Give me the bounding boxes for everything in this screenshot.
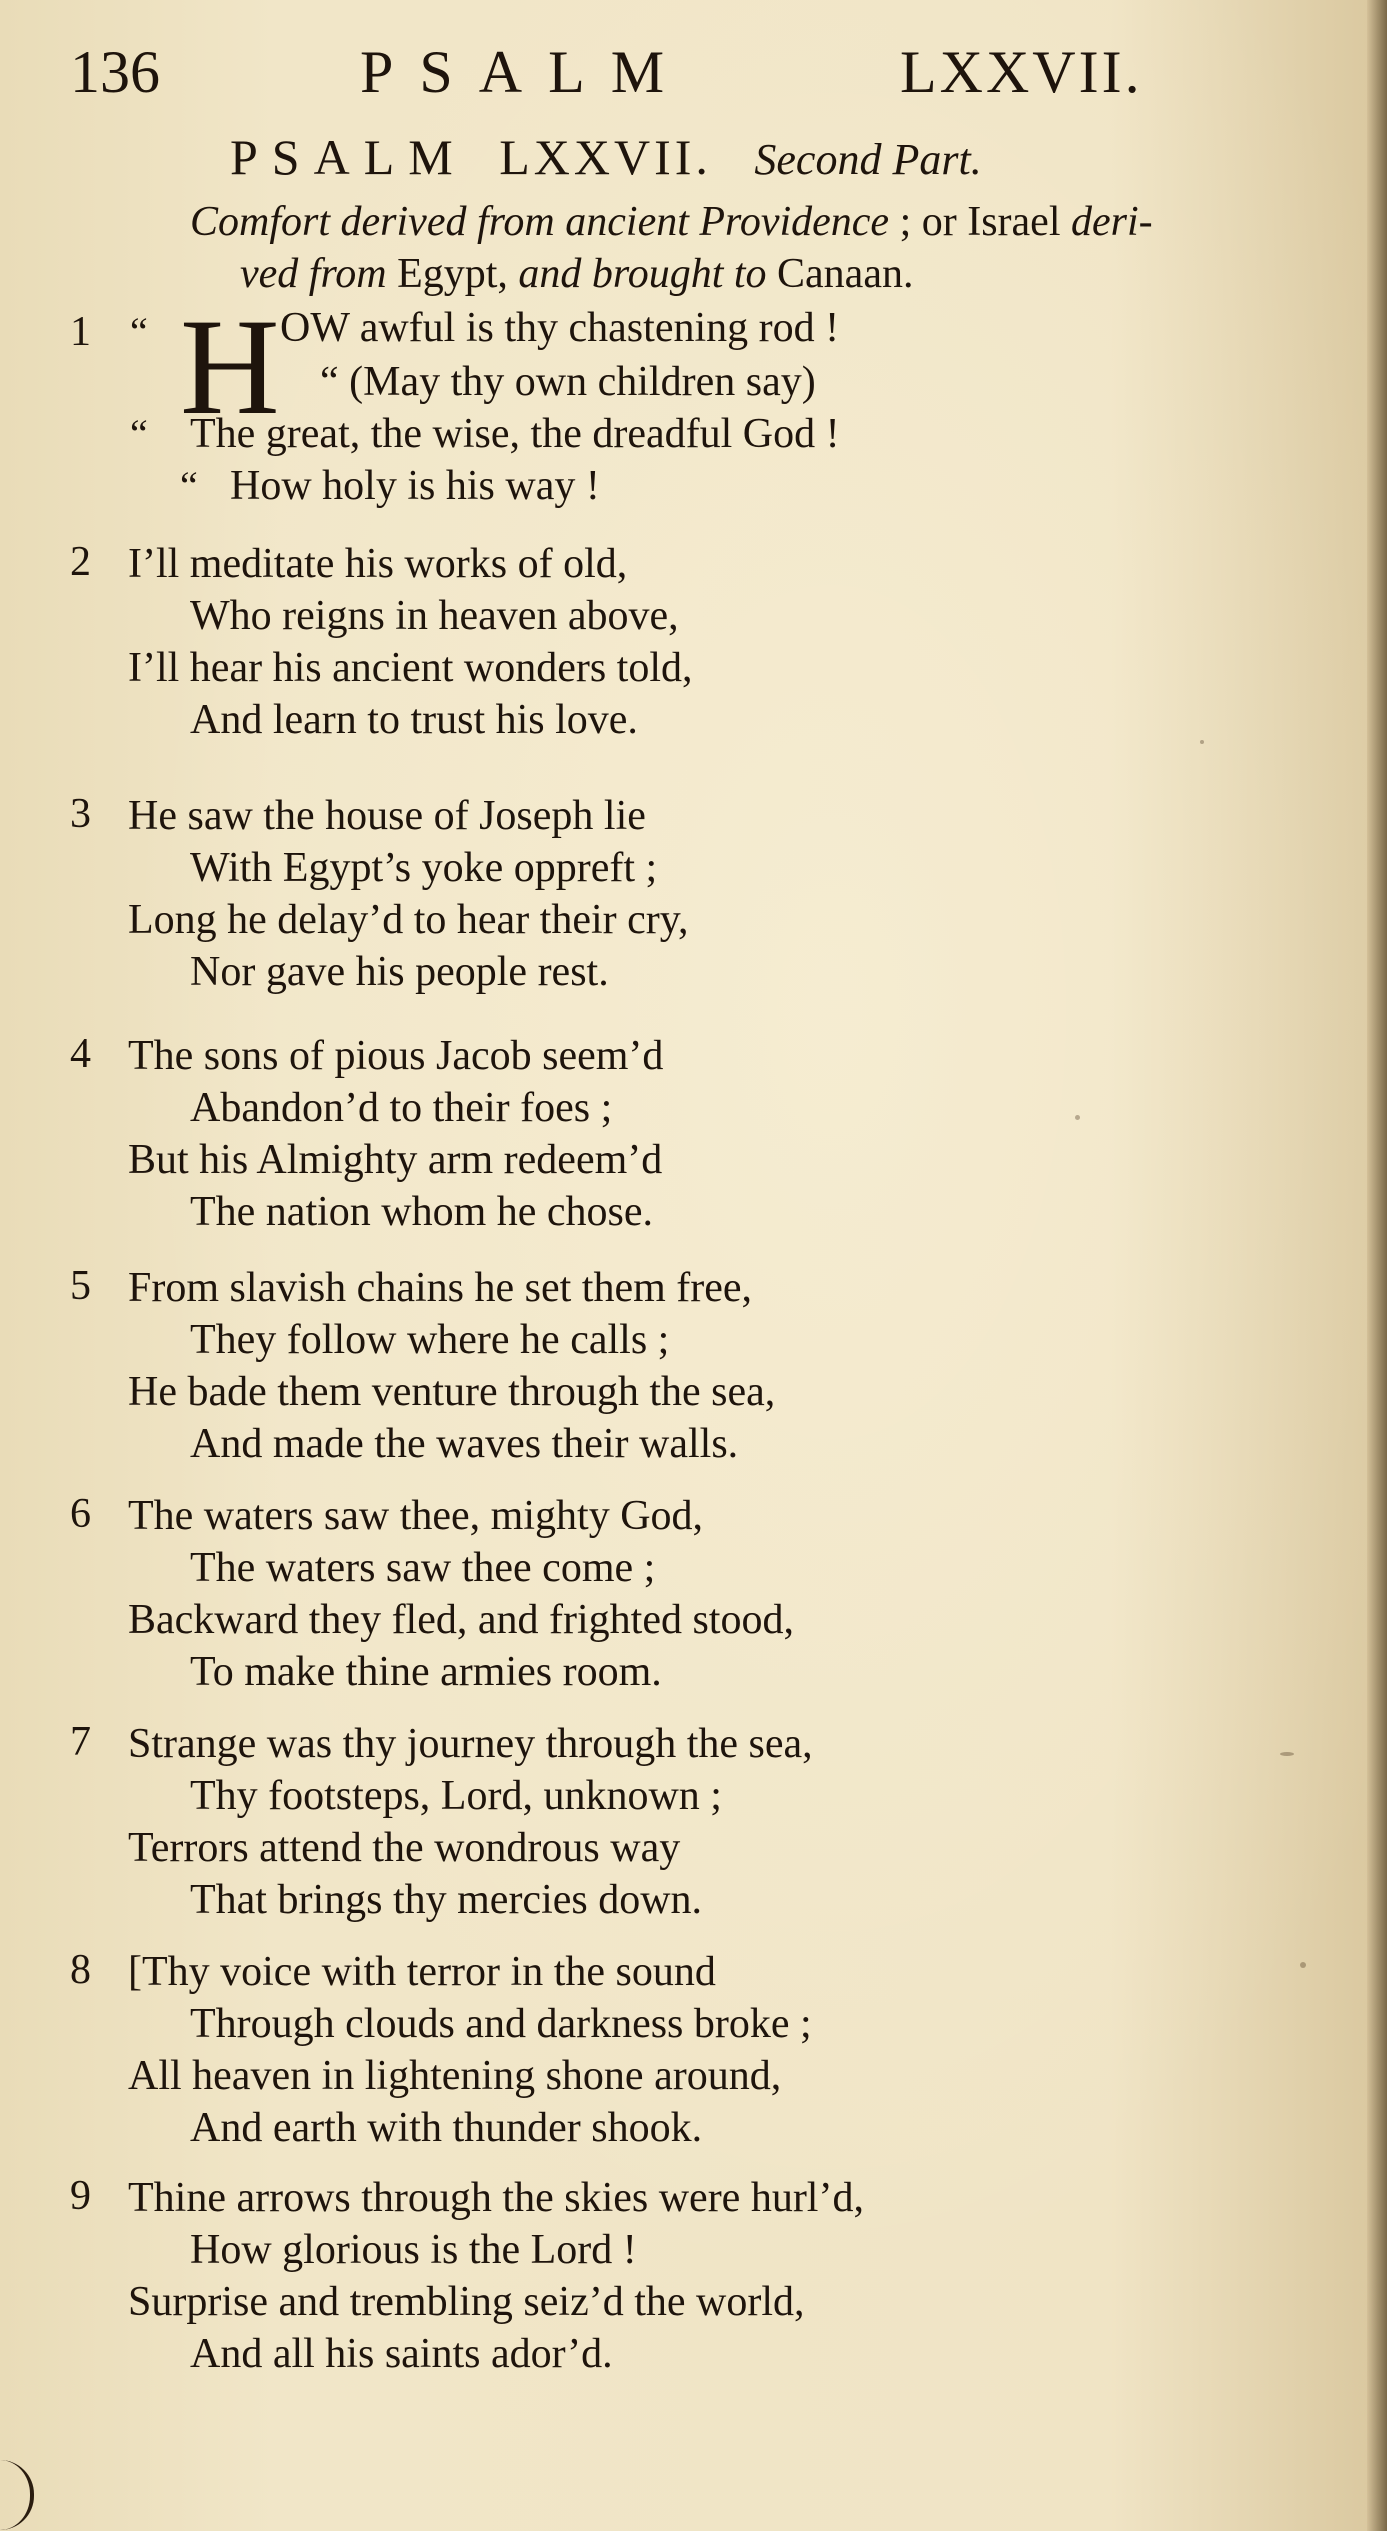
psalm-heading-part: Second Part. bbox=[754, 135, 982, 184]
verse-line: From slavish chains he set them free, bbox=[128, 1265, 753, 1311]
verse-line: Backward they fled, and frighted stood, bbox=[128, 1597, 794, 1643]
subtitle-italic-a: Comfort derived from ancient Providence bbox=[190, 199, 890, 245]
verse-5 bbox=[70, 1262, 1310, 1472]
verse-number: 9 bbox=[70, 2173, 91, 2219]
verse-line: And learn to trust his love. bbox=[190, 697, 638, 743]
verse-3 bbox=[70, 790, 1310, 1000]
verse-line: Strange was thy journey through the sea, bbox=[128, 1721, 813, 1767]
verse-line: With Egypt’s yoke oppreft ; bbox=[190, 845, 658, 891]
verse-line: And all his saints ador’d. bbox=[190, 2331, 613, 2377]
page-edge-shadow bbox=[1367, 0, 1387, 2531]
verse-line: He saw the house of Joseph lie bbox=[128, 793, 646, 839]
verse-line: Nor gave his people rest. bbox=[190, 949, 609, 995]
verse-line: And made the waves their walls. bbox=[190, 1421, 739, 1467]
verse-line: The waters saw thee come ; bbox=[190, 1545, 656, 1591]
verse-line: They follow where he calls ; bbox=[190, 1317, 670, 1363]
subtitle-roman-b: Canaan. bbox=[777, 251, 914, 297]
verse-line: He bade them venture through the sea, bbox=[128, 1369, 776, 1415]
verse-line: But his Almighty arm redeem’d bbox=[128, 1137, 663, 1183]
verse-line: The nation whom he chose. bbox=[190, 1189, 654, 1235]
quote-mark: “ bbox=[130, 411, 148, 456]
verse-line: That brings thy mercies down. bbox=[190, 1877, 703, 1923]
verse-number: 8 bbox=[70, 1947, 91, 1993]
verse-line: Surprise and trembling seiz’d the world, bbox=[128, 2279, 805, 2325]
psalm-heading-roman: LXXVII. bbox=[499, 129, 712, 185]
psalm-heading bbox=[230, 128, 1230, 186]
verse-line: How holy is his way ! bbox=[230, 463, 600, 509]
verse-7 bbox=[70, 1718, 1310, 1928]
verse-line: Thy footsteps, Lord, unknown ; bbox=[190, 1773, 722, 1819]
edge-bracket-mark bbox=[0, 2460, 34, 2530]
subtitle-italic-c: ved from bbox=[240, 251, 398, 297]
verse-number: 4 bbox=[70, 1031, 91, 1077]
ink-speck bbox=[1300, 1962, 1306, 1968]
verse-number: 7 bbox=[70, 1719, 91, 1765]
verse-line: All heaven in lightening shone around, bbox=[128, 2053, 782, 2099]
verse-line: Abandon’d to their foes ; bbox=[190, 1085, 613, 1131]
verse-number: 6 bbox=[70, 1491, 91, 1537]
verse-line: How glorious is the Lord ! bbox=[190, 2227, 637, 2273]
running-title: PSALM bbox=[360, 39, 691, 105]
verse-number: 2 bbox=[70, 539, 91, 585]
verse-9 bbox=[70, 2172, 1310, 2382]
ink-speck bbox=[1200, 740, 1204, 744]
verse-line: Who reigns in heaven above, bbox=[190, 593, 679, 639]
verse-line: The sons of pious Jacob seem’d bbox=[128, 1033, 664, 1079]
subtitle-italic-b: deri- bbox=[1071, 199, 1153, 245]
verse-1 bbox=[70, 290, 1310, 528]
ink-speck bbox=[1280, 1752, 1294, 1756]
verse-number: 5 bbox=[70, 1263, 91, 1309]
verse-2 bbox=[70, 538, 1310, 748]
psalm-subtitle-line-1 bbox=[190, 198, 1310, 246]
quote-mark: “ bbox=[130, 309, 148, 354]
verse-8 bbox=[70, 1946, 1310, 2156]
subtitle-sep: ; or Israel bbox=[889, 199, 1071, 245]
verse-line: OW awful is thy chastening rod ! bbox=[280, 305, 840, 351]
verse-line: Terrors attend the wondrous way bbox=[128, 1825, 681, 1871]
verse-4 bbox=[70, 1030, 1310, 1240]
psalm-heading-title: PSALM bbox=[230, 129, 467, 185]
verse-line: The waters saw thee, mighty God, bbox=[128, 1493, 704, 1539]
verse-line: I’ll hear his ancient wonders told, bbox=[128, 645, 693, 691]
ink-speck bbox=[1075, 1115, 1080, 1120]
quote-mark: “ bbox=[180, 463, 198, 508]
page-number: 136 bbox=[70, 39, 160, 105]
verse-6 bbox=[70, 1490, 1310, 1700]
verse-line: I’ll meditate his works of old, bbox=[128, 541, 628, 587]
verse-line: Through clouds and darkness broke ; bbox=[190, 2001, 812, 2047]
verse-line: Long he delay’d to hear their cry, bbox=[128, 897, 689, 943]
verse-line: Thine arrows through the skies were hurl’d, bbox=[128, 2175, 864, 2221]
verse-line: The great, the wise, the dreadful God ! bbox=[190, 411, 840, 457]
subtitle-roman-a: Egypt, bbox=[397, 251, 519, 297]
verse-line: To make thine armies room. bbox=[190, 1649, 662, 1695]
verse-line: [Thy voice with terror in the sound bbox=[128, 1949, 716, 1995]
psalm-subtitle-line-2 bbox=[240, 250, 1360, 298]
verse-number: 3 bbox=[70, 791, 91, 837]
verse-line: “ (May thy own children say) bbox=[320, 359, 816, 405]
verse-number: 1 bbox=[70, 309, 91, 355]
running-head bbox=[70, 38, 1310, 118]
drop-cap: H bbox=[180, 290, 280, 443]
running-roman: LXXVII. bbox=[900, 39, 1143, 105]
verse-line: And earth with thunder shook. bbox=[190, 2105, 703, 2151]
subtitle-italic-d: and brought to bbox=[518, 251, 778, 297]
